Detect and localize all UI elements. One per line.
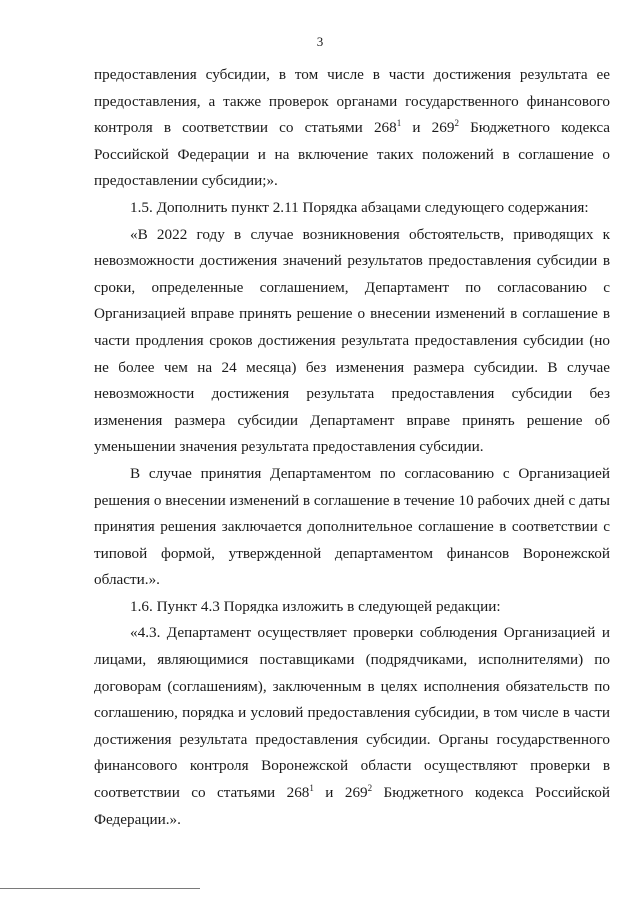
paragraph-4-3	[94, 620, 610, 833]
superscript-269: 2	[454, 118, 459, 129]
paragraph-intro-text-a: предоставления субсидии, в том числе в части достижения результата ее предоставления, а также проверок органами государственного финансового контроля в соответствии со статьями 268	[94, 66, 610, 137]
paragraph-2022-clause: «В 2022 году в случае возникновения обстоятельств, приводящих к невозможности достижения значений результатов предоставления субсидии в сроки, определенные соглашением, Департамент по согласованию с Организацией вправе принять решение о внесении изменений в соглашение в части продления сроков достижения результата предоставления субсидии (но не более чем на 24 месяца) без изменения размера субсидии. В случае невозможности достижения результата предоставления субсидии без изменения размера субсидии Департамент вправе принять решение об уменьшении значения результата предоставления субсидии.	[94, 225, 610, 456]
paragraph-1-5: 1.5. Дополнить пункт 2.11 Порядка абзацами следующего содержания:	[130, 198, 589, 216]
superscript-268: 1	[309, 783, 314, 794]
paragraph-4-3-text-b: и 269	[313, 784, 368, 802]
paragraph-1-6: 1.6. Пункт 4.3 Порядка изложить в следующей редакции:	[130, 597, 501, 615]
footer-rule	[0, 888, 200, 889]
paragraph-4-3-text-a: «4.3. Департамент осуществляет проверки соблюдения Организацией и лицами, являющимися поставщиками (подрядчиками, исполнителями) по договорам (соглашениям), заключенным в целях исполнения обязательств по соглашению, порядка и условий предоставления субсидии, в том числе в части достижения результата предоставления субсидии. Органы государственного финансового контроля Воронежской области осуществляют проверки в соответствии со статьями 268	[94, 624, 610, 802]
paragraph-decision-clause: В случае принятия Департаментом по согласованию с Организацией решения о внесении изменений в соглашение в течение 10 рабочих дней с даты принятия решения заключается дополнительное соглашение в соответствии с типовой формой, утвержденной департаментом финансов Воронежской области.».	[94, 464, 610, 589]
paragraph-intro-text-b: и 269	[401, 119, 455, 137]
superscript-269: 2	[367, 783, 373, 794]
page-number: 3	[316, 34, 324, 49]
paragraph-4-3-text-c: Бюджетного кодекса Российской Федерации.».	[94, 784, 610, 828]
paragraph-intro-text-c: Бюджетного кодекса Российской Федерации и на включение таких положений в соглашение о предоставлении субсидии;».	[94, 119, 610, 190]
document-body	[94, 62, 610, 833]
paragraph-intro	[94, 62, 610, 195]
superscript-268: 1	[396, 118, 402, 129]
